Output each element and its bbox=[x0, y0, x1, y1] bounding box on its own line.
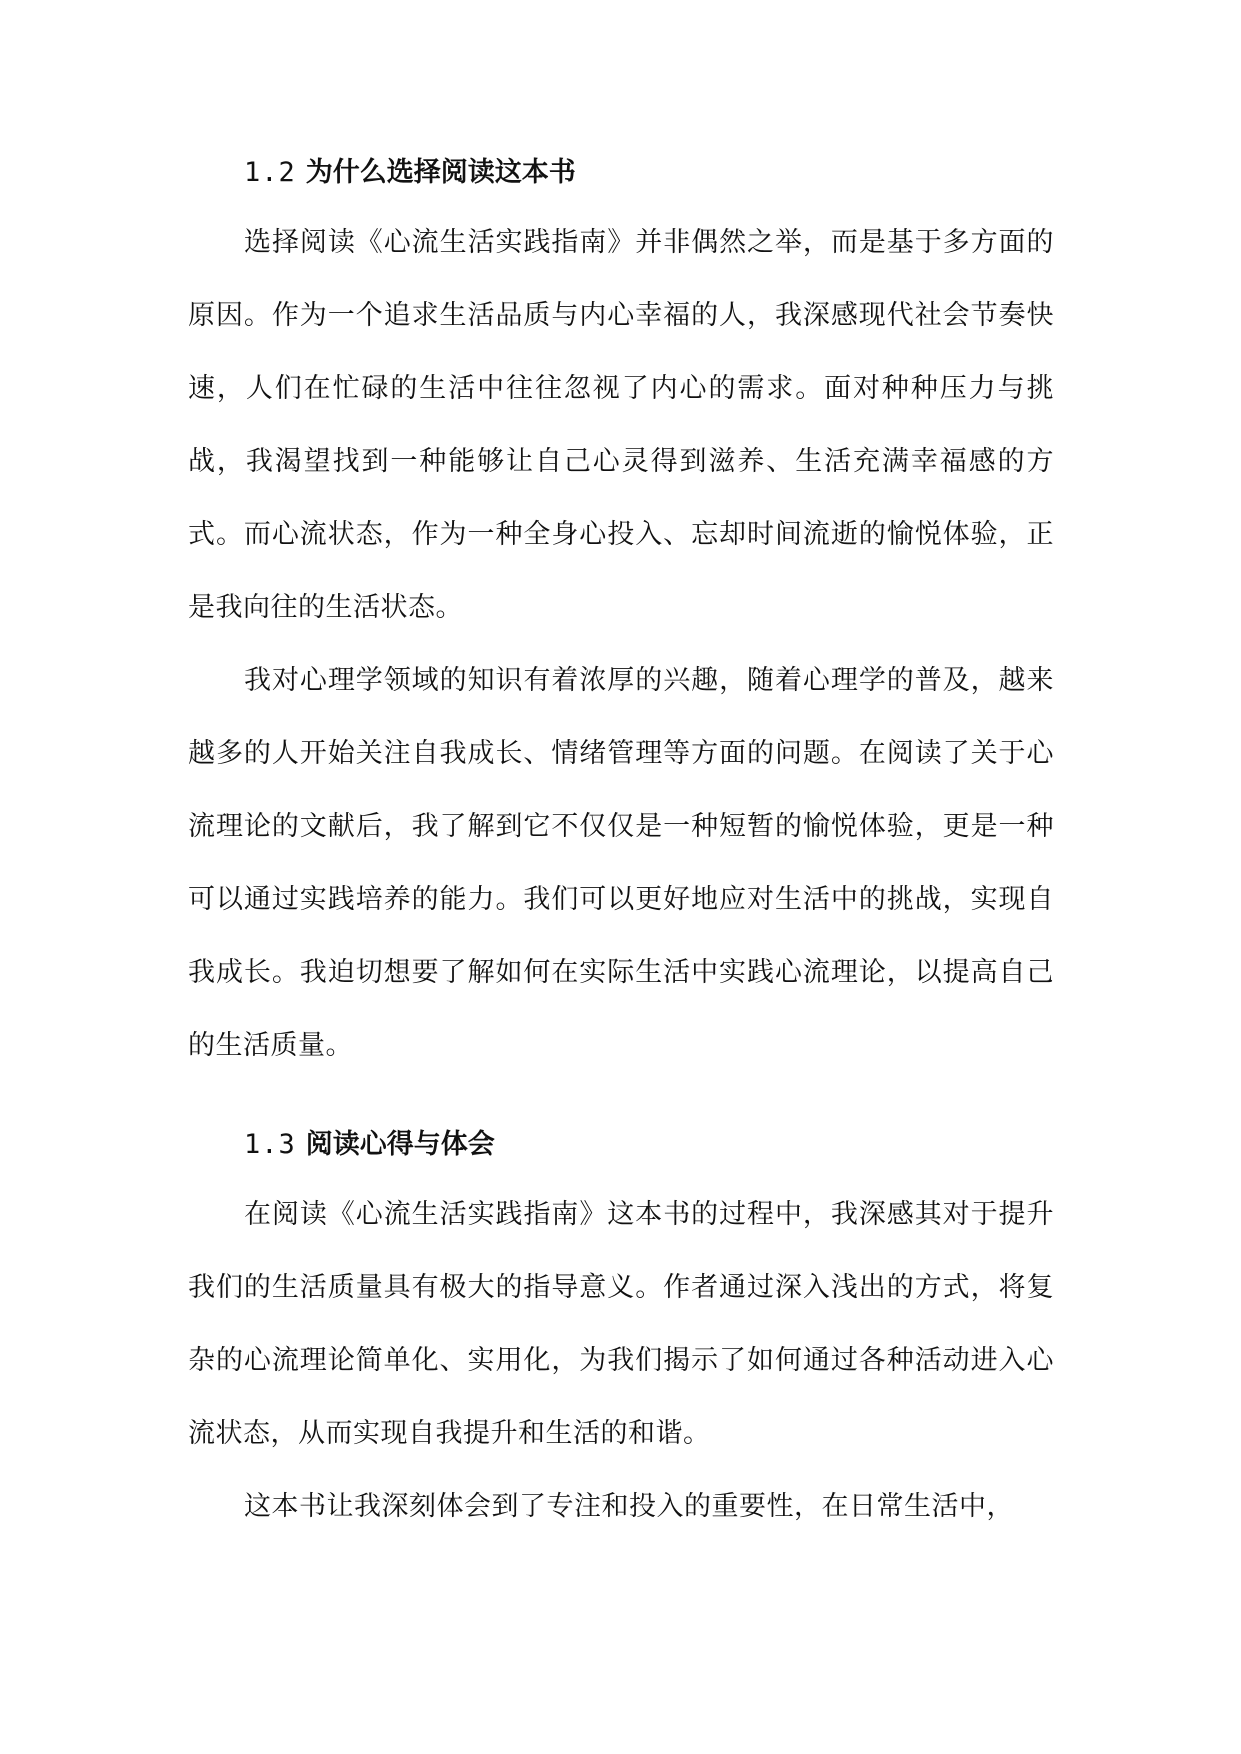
section-number: 1.2 bbox=[244, 157, 296, 188]
paragraph: 在阅读《心流生活实践指南》这本书的过程中，我深感其对于提升我们的生活质量具有极大的指导意义。作者通过深入浅出的方式，将复杂的心流理论简单化、实用化，为我们揭示了如何通过各种活动进入心流状态，从而实现自我提升和生活的和谐。 bbox=[188, 1199, 1054, 1449]
section-heading-1-2 bbox=[188, 148, 1054, 198]
paragraph: 我对心理学领域的知识有着浓厚的兴趣，随着心理学的普及，越来越多的人开始关注自我成长、情绪管理等方面的问题。在阅读了关于心流理论的文献后，我了解到它不仅仅是一种短暂的愉悦体验，更是一种可以通过实践培养的能力。我们可以更好地应对生活中的挑战，实现自我成长。我迫切想要了解如何在实际生活中实践心流理论，以提高自己的生活质量。 bbox=[188, 665, 1054, 1061]
section-number: 1.3 bbox=[244, 1129, 296, 1160]
section-title: 为什么选择阅读这本书 bbox=[305, 157, 576, 188]
document-body bbox=[188, 148, 1054, 1543]
paragraph: 这本书让我深刻体会到了专注和投入的重要性，在日常生活中， bbox=[244, 1491, 1014, 1522]
section-title: 阅读心得与体会 bbox=[305, 1129, 495, 1160]
paragraph: 选择阅读《心流生活实践指南》并非偶然之举，而是基于多方面的原因。作为一个追求生活品质与内心幸福的人，我深感现代社会节奏快速，人们在忙碌的生活中往往忽视了内心的需求。面对种种压力与挑战，我渴望找到一种能够让自己心灵得到滋养、生活充满幸福感的方式。而心流状态，作为一种全身心投入、忘却时间流逝的愉悦体验，正是我向往的生活状态。 bbox=[188, 227, 1054, 623]
section-heading-1-3 bbox=[188, 1120, 1054, 1170]
